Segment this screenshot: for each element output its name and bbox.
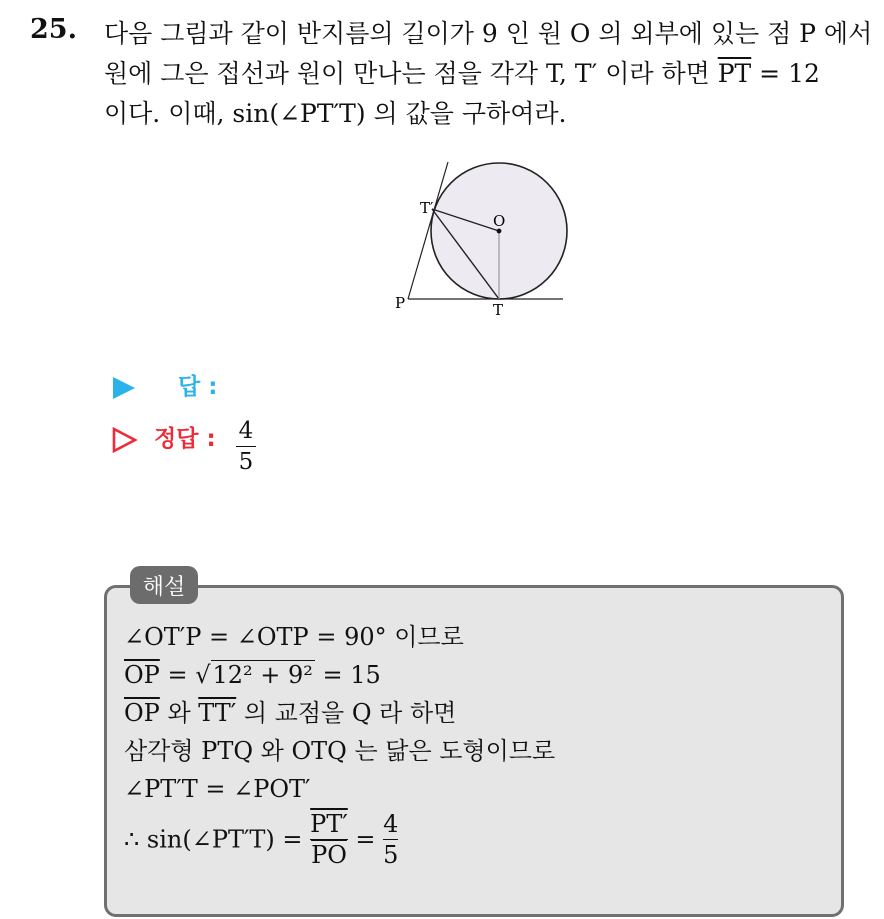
label-t: T bbox=[493, 301, 504, 319]
question-text bbox=[104, 14, 873, 134]
conjunction: 와 bbox=[159, 699, 199, 727]
label-t-prime: T′ bbox=[420, 199, 434, 217]
ratio-denominator: PO bbox=[311, 841, 347, 869]
solution-line-1: ∠OT′P = ∠OTP = 90° 이므로 bbox=[124, 623, 464, 651]
question-line-2 bbox=[104, 54, 864, 94]
solution-line-3 bbox=[124, 694, 824, 732]
ratio-fraction bbox=[310, 810, 348, 869]
equals-sign-2: = bbox=[347, 825, 384, 854]
question-line-1: 다음 그림과 같이 반지름의 길이가 9 인 원 O 의 외부에 있는 점 P 에서 bbox=[104, 19, 873, 48]
label-o: O bbox=[493, 212, 506, 230]
final-numerator: 4 bbox=[383, 810, 399, 838]
correct-answer-row bbox=[112, 420, 216, 453]
conclusion-prefix: ∴ sin(∠PT′T) = bbox=[124, 825, 311, 854]
solution-line-6 bbox=[124, 810, 824, 880]
answer-input-row bbox=[112, 368, 217, 401]
final-bar bbox=[383, 839, 398, 840]
segment-pt-value: = 12 bbox=[751, 59, 820, 88]
ratio-numerator: PT′ bbox=[310, 810, 348, 838]
correct-answer-fraction bbox=[236, 418, 256, 475]
play-filled-icon bbox=[112, 376, 136, 400]
solution-line-2 bbox=[124, 656, 824, 694]
solution-line-4: 삼각형 PTQ 와 OTQ 는 닮은 도형이므로 bbox=[124, 737, 556, 765]
final-fraction bbox=[383, 810, 398, 869]
solution-line-5: ∠PT′T = ∠POT′ bbox=[124, 775, 311, 803]
intersection-text: 의 교점을 Q 라 하면 bbox=[236, 699, 457, 727]
ratio-bar bbox=[310, 839, 348, 840]
play-outline-icon bbox=[112, 427, 138, 453]
question-line-2-text: 원에 그은 접선과 원이 만나는 점을 각각 T, T′ 이라 하면 bbox=[104, 59, 710, 88]
label-p: P bbox=[395, 294, 406, 312]
fraction-bar bbox=[236, 446, 256, 447]
question-line-3: 이다. 이때, sin(∠PT′T) 의 값을 구하여라. bbox=[104, 99, 567, 128]
segment-pt: $\overline{PT}$ bbox=[717, 59, 752, 88]
question-number: 25. bbox=[30, 14, 77, 45]
correct-answer-label: 정답 : bbox=[154, 426, 216, 452]
tangent-circle-figure bbox=[380, 150, 580, 325]
result-15: = 15 bbox=[314, 661, 381, 689]
final-denominator: 5 bbox=[383, 841, 399, 869]
segment-op: $\overline{OP}$ bbox=[124, 661, 160, 689]
answer-denominator: 5 bbox=[238, 449, 254, 475]
radicand: 12² + 9² bbox=[212, 661, 313, 689]
answer-numerator: 4 bbox=[238, 418, 254, 444]
solution-text bbox=[124, 618, 824, 880]
equals-sign: = bbox=[159, 661, 196, 689]
square-root: √12² + 9² bbox=[195, 661, 313, 689]
segment-tt-prime: TT′ bbox=[198, 699, 237, 727]
answer-label: 답 : bbox=[178, 374, 218, 400]
segment-op-2: $\overline{OP}$ bbox=[124, 699, 160, 727]
solution-tab: 해설 bbox=[130, 566, 198, 604]
